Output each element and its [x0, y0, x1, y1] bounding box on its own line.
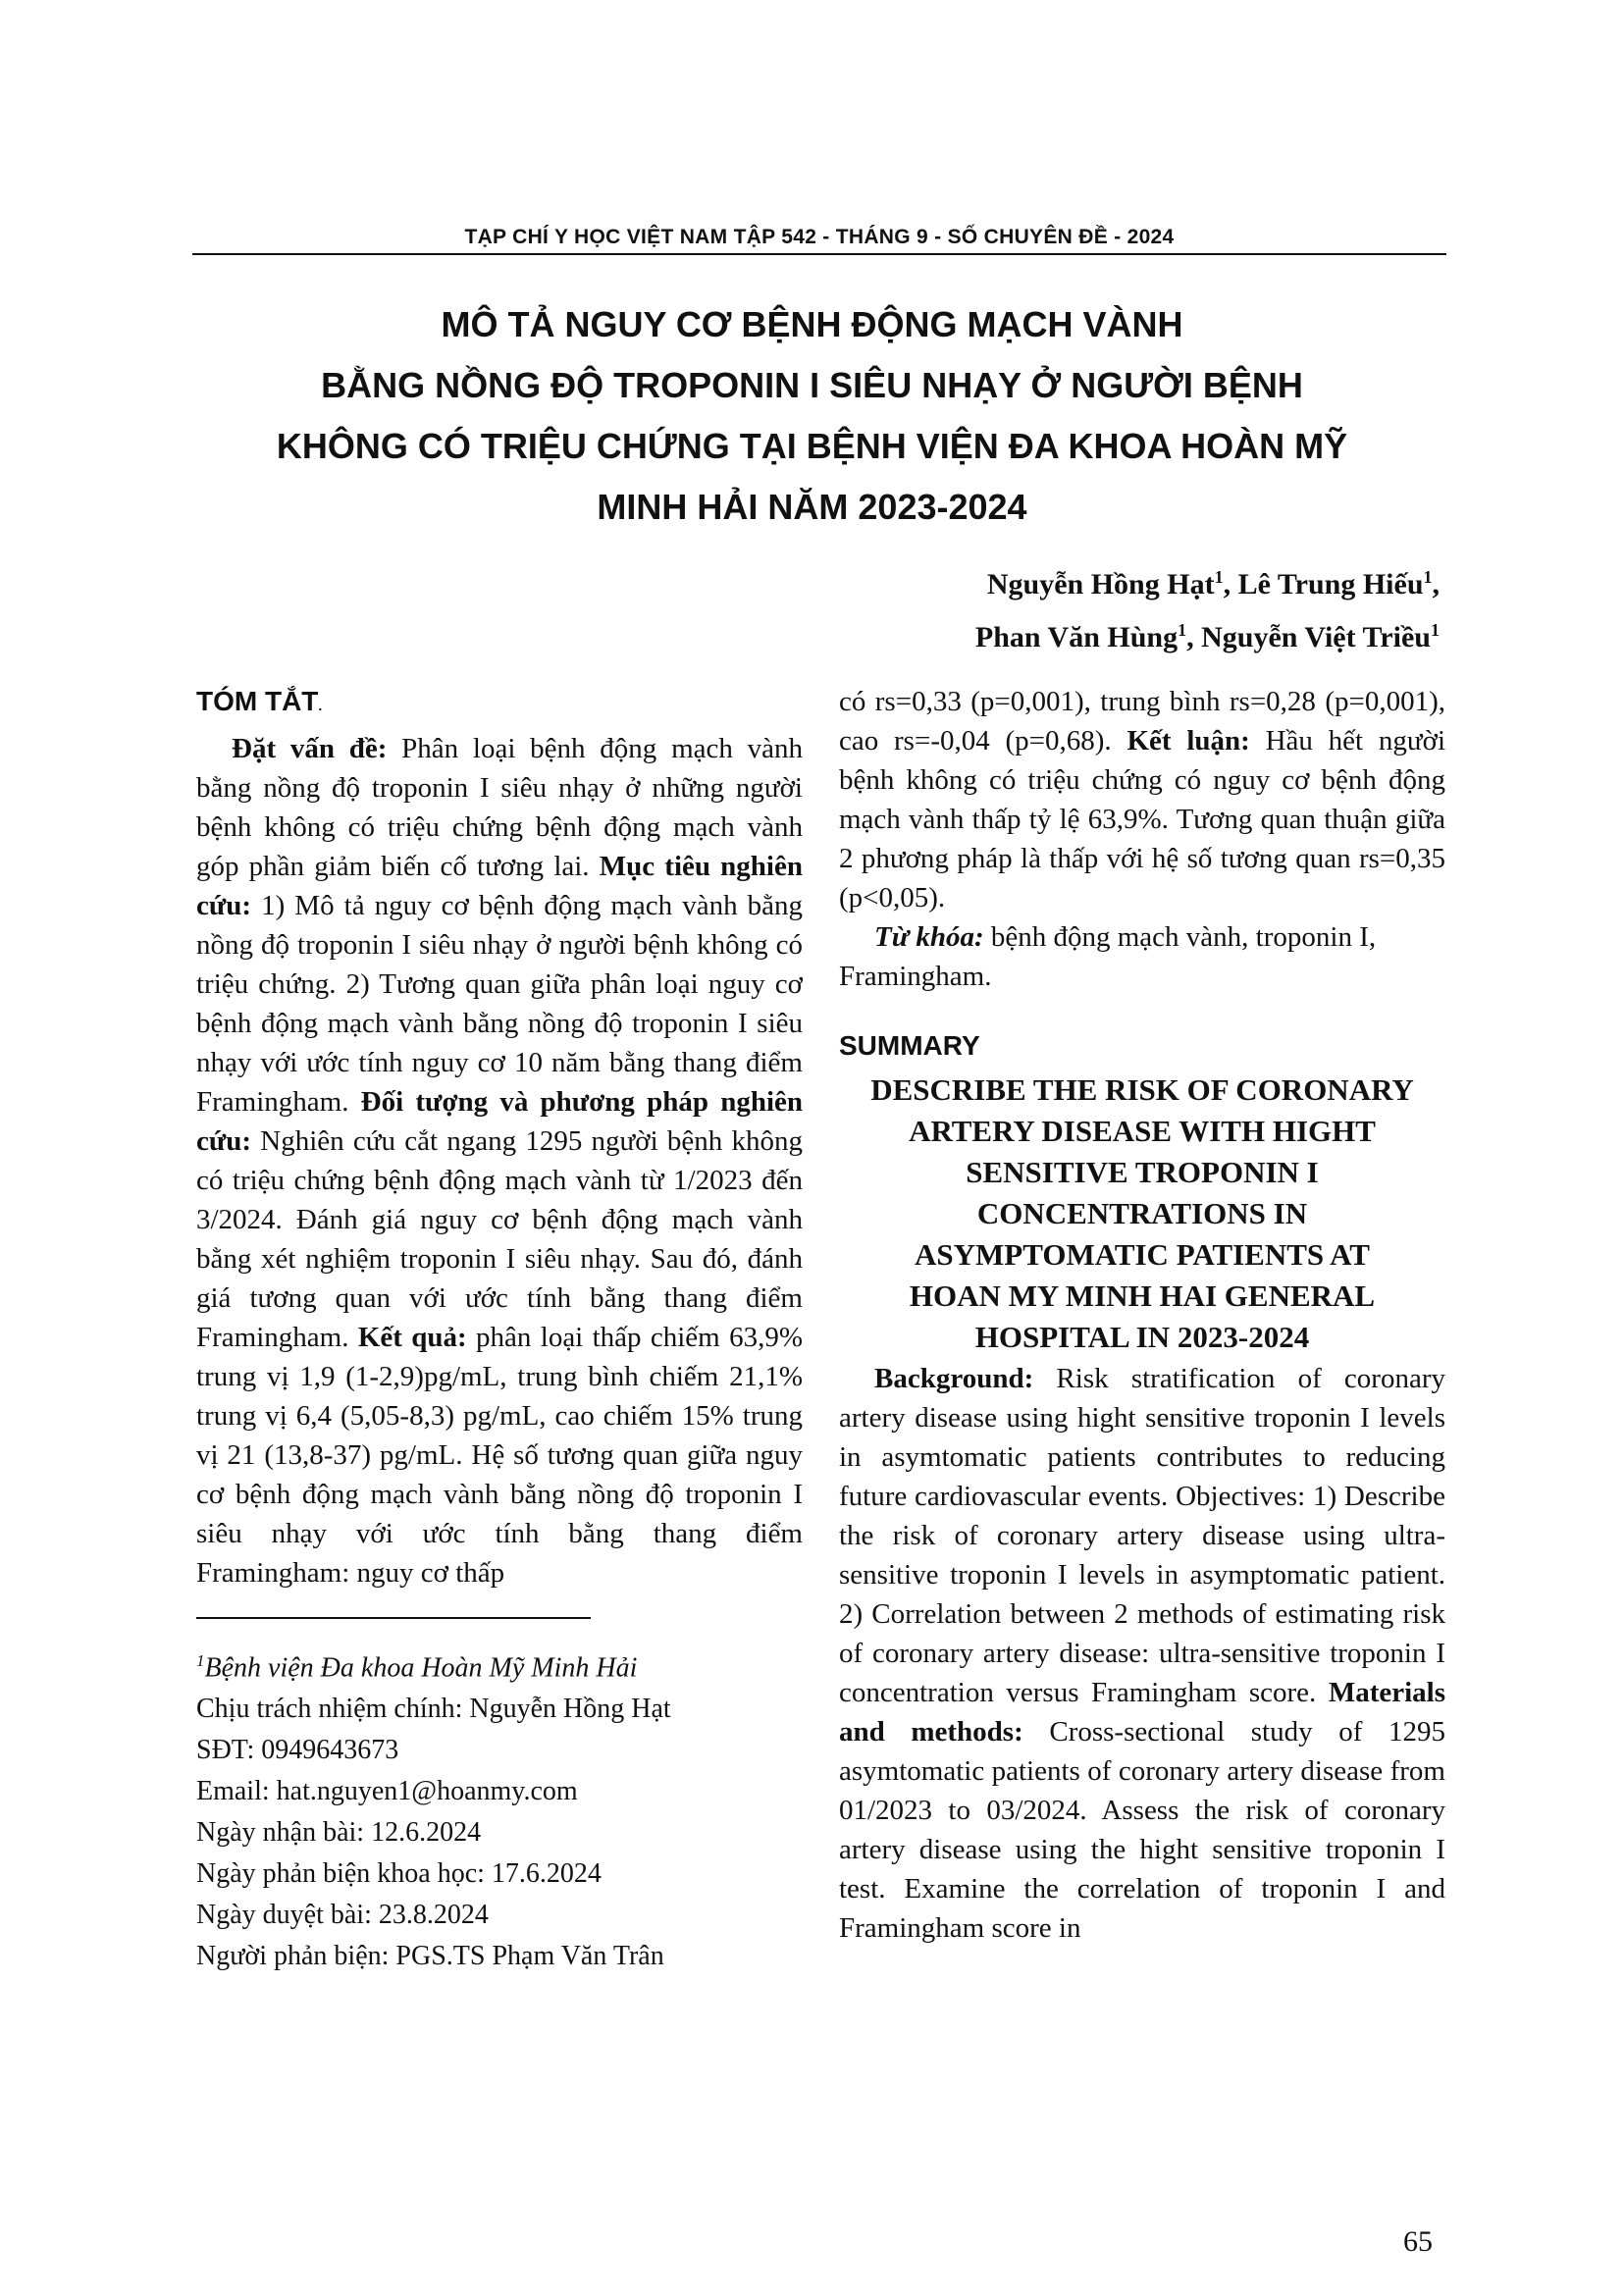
abstract-continuation [839, 682, 1445, 996]
page-number: 65 [1403, 2225, 1433, 2258]
english-title [839, 1070, 1445, 1358]
footnote-accepted: Ngày duyệt bài: 23.8.2024 [196, 1900, 489, 1931]
author-separator: , [1186, 621, 1202, 653]
english-title-line: HOSPITAL IN 2023-2024 [974, 1320, 1310, 1354]
affiliation-mark: 1 [1431, 620, 1440, 640]
author-name: Nguyễn Việt Triều [1201, 621, 1431, 653]
title-line: MÔ TẢ NGUY CƠ BỆNH ĐỘNG MẠCH VÀNH [441, 304, 1183, 344]
footnotes [196, 1641, 824, 1977]
title-line: MINH HẢI NĂM 2023-2024 [597, 487, 1027, 527]
english-title-line: DESCRIBE THE RISK OF CORONARY [870, 1072, 1414, 1107]
english-title-line: ASYMPTOMATIC PATIENTS AT [915, 1237, 1370, 1272]
article-title [226, 294, 1398, 538]
author-list [975, 554, 1440, 660]
affiliation-mark: 1 [1423, 567, 1433, 587]
abstract-paragraph: Đặt vấn đề: Phân loại bệnh động mạch vành bằng nồng độ troponin I siêu nhạy ở những người bệnh không có triệu chứng bệnh động mạch vành góp phần giảm biến cố tương lai. Mục tiêu nghiên cứu: 1) Mô tả nguy cơ bệnh động mạch vành bằng nồng độ troponin I siêu nhạy ở người bệnh không có triệu chứng. 2) Tương quan giữa phân loại nguy cơ bệnh động mạch vành bằng nồng độ troponin I siêu nhạy với ước tính nguy cơ 10 năm bằng thang điểm Framingham. Đối tượng và phương pháp nghiên cứu: Nghiên cứu cắt ngang 1295 người bệnh không có triệu chứng bệnh động mạch vành từ 1/2023 đến 3/2024. Đánh giá nguy cơ bệnh động mạch vành bằng xét nghiệm troponin I siêu nhạy. Sau đó, đánh giá tương quan với ước tính bằng thang điểm Framingham. Kết quả: phân loại thấp chiếm 63,9% trung vị 1,9 (1-2,9)pg/mL, trung bình chiếm 21,1% trung vị 6,4 (5,05-8,3) pg/mL, cao chiếm 15% trung vị 21 (13,8-37) pg/mL. Hệ số tương quan giữa nguy cơ bệnh động mạch vành bằng nồng độ troponin I siêu nhạy với ước tính bằng thang điểm Framingham: nguy cơ thấp [196, 733, 803, 1589]
author-separator: , [1432, 568, 1440, 600]
author-name: Phan Văn Hùng [974, 621, 1179, 653]
journal-header: TẠP CHÍ Y HỌC VIỆT NAM TẬP 542 - THÁNG 9 - SỐ CHUYÊN ĐỀ - 2024 [464, 226, 1175, 248]
keywords: Từ khóa: bệnh động mạch vành, troponin I, Framingham. [839, 921, 1377, 992]
author-separator: , [1223, 568, 1238, 600]
footnote-rule [196, 1617, 591, 1619]
footnote-responsible: Chịu trách nhiệm chính: Nguyễn Hồng Hạt [196, 1694, 671, 1725]
english-title-line: CONCENTRATIONS IN [976, 1196, 1308, 1230]
footnote-affiliation: $^1$Bệnh viện Đa khoa Hoàn Mỹ Minh Hải [196, 1651, 638, 1684]
english-title-line: ARTERY DISEASE WITH HIGHT [909, 1114, 1376, 1148]
header-rule [192, 253, 1446, 255]
abstract-heading: TÓM TẮT. [196, 686, 323, 716]
footnote-email: Email: hat.nguyen1@hoanmy.com [196, 1776, 578, 1807]
author-name: Lê Trung Hiếu [1237, 568, 1424, 600]
author-line [975, 554, 1440, 607]
affiliation-mark: 1 [1214, 567, 1224, 587]
english-abstract: Background: Risk stratification of coronary artery disease using hight sensitive troponin I levels in asymtomatic patients contributes to reducing future cardiovascular events. Objectives: 1) Describe the risk of coronary artery disease using ultra-sensitive troponin I levels in asymptomatic patient. 2) Correlation between 2 methods of estimating risk of coronary artery disease: ultra-sensitive troponin I concentration versus Framingham score. Materials and methods: Cross-sectional study of 1295 asymtomatic patients of coronary artery disease from 01/2023 to 03/2024. Assess the risk of coronary artery disease using the hight sensitive troponin I test. Examine the correlation of troponin I and Framingham score in [839, 1363, 1445, 1944]
summary-heading: SUMMARY [839, 1030, 980, 1061]
title-line: KHÔNG CÓ TRIỆU CHỨNG TẠI BỆNH VIỆN ĐA KHOA HOÀN MỸ [276, 426, 1348, 466]
footnote-reviewed: Ngày phản biện khoa học: 17.6.2024 [196, 1858, 602, 1890]
english-title-line: SENSITIVE TROPONIN I [966, 1155, 1319, 1189]
footnote-received: Ngày nhận bài: 12.6.2024 [196, 1817, 482, 1849]
english-title-line: HOAN MY MINH HAI GENERAL [909, 1278, 1376, 1313]
title-line: BẰNG NỒNG ĐỘ TROPONIN I SIÊU NHẠY Ở NGƯỜI BỆNH [321, 365, 1303, 405]
footnote-phone: SĐT: 0949643673 [196, 1735, 399, 1766]
author-name: Nguyễn Hồng Hạt [986, 568, 1215, 600]
affiliation-mark: 1 [1178, 620, 1187, 640]
author-line [975, 607, 1440, 660]
abstract-paragraph-continued: có rs=0,33 (p=0,001), trung bình rs=0,28 (p=0,001), cao rs=-0,04 (p=0,68). Kết luận: Hầu hết người bệnh không có triệu chứng có nguy cơ bệnh động mạch vành thấp tỷ lệ 63,9%. Tương quan thuận giữa 2 phương pháp là thấp với hệ số tương quan rs=0,35 (p<0,05). [839, 686, 1446, 913]
footnote-reviewer: Người phản biện: PGS.TS Phạm Văn Trân [196, 1941, 664, 1972]
abstract-vietnamese [196, 682, 803, 1634]
